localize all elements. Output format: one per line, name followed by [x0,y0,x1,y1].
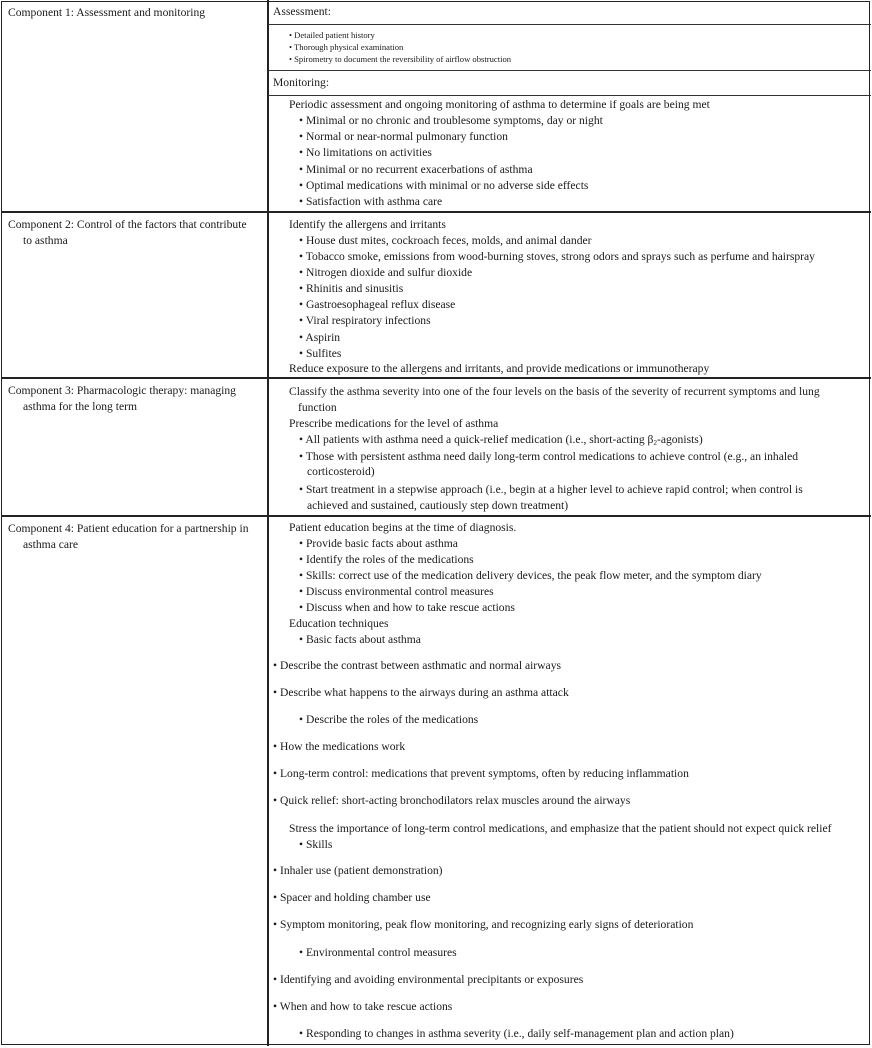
list-item: • Describe the contrast between asthmatic and normal airways [273,659,561,672]
list-item: • Thorough physical examination [289,42,404,52]
item-text: -agonists) [656,433,703,446]
component-title-line1: Component 3: Pharmacologic therapy: managing [8,384,236,397]
list-item: • Aspirin [299,331,341,344]
list-item: • How the medications work [273,740,406,753]
list-item: • Quick relief: short-acting bronchodilators relax muscles around the airways [273,794,631,807]
list-item: • Responding to changes in asthma severity (i.e., daily self-management plan and action plan) [299,1027,734,1040]
classify-line1: Classify the asthma severity into one of the four levels on the basis of the severity of recurrent symptoms and lung [289,385,820,398]
component-3-label [8,383,263,415]
list-item: • Skills: correct use of the medication delivery devices, the peak flow meter, and the symptom diary [299,569,762,582]
item-text: • All patients with asthma need a quick-relief medication (i.e., short-acting β [299,433,654,446]
list-item: • Identify the roles of the medications [299,553,474,566]
monitoring-intro: Periodic assessment and ongoing monitoring of asthma to determine if goals are being met [289,98,710,111]
list-item: • Optimal medications with minimal or no adverse side effects [299,179,589,192]
sub-divider [268,95,871,96]
list-item: • Viral respiratory infections [299,314,431,327]
subscript: 2 [653,439,657,447]
list-item: • Identifying and avoiding environmental precipitants or exposures [273,973,584,986]
list-item: • Detailed patient history [289,30,375,40]
column-divider [267,0,269,1046]
component-4-label [8,521,263,553]
row-divider [1,377,871,379]
component-title-line2: asthma for the long term [23,400,137,413]
row-intro: Patient education begins at the time of diagnosis. [289,521,517,534]
list-item: • Symptom monitoring, peak flow monitoring, and recognizing early signs of deterioration [273,918,694,931]
component-title-line1: Component 4: Patient education for a partnership in [8,522,249,535]
list-item: • Spirometry to document the reversibility of airflow obstruction [289,54,512,64]
component-title: Component 1: Assessment and monitoring [8,6,206,19]
list-item: • Rhinitis and sinusitis [299,282,404,295]
sub-divider [268,24,871,25]
list-item: • No limitations on activities [299,146,432,159]
list-item: • Discuss when and how to take rescue actions [299,601,515,614]
list-item: • Inhaler use (patient demonstration) [273,864,443,877]
row-divider [1,211,871,213]
list-item: • Provide basic facts about asthma [299,537,458,550]
list-item: • Minimal or no recurrent exacerbations of asthma [299,163,533,176]
list-item: • Long-term control: medications that prevent symptoms, often by reducing inflammation [273,767,689,780]
prescribe-text: Prescribe medications for the level of asthma [289,417,499,430]
component-title-line2: to asthma [23,234,68,247]
list-item: • Describe the roles of the medications [299,713,479,726]
list-item: • Gastroesophageal reflux disease [299,298,456,311]
list-item: • House dust mites, cockroach feces, molds, and animal dander [299,234,592,247]
monitoring-header: Monitoring: [273,76,330,89]
list-item: • Minimal or no chronic and troublesome symptoms, day or night [299,114,603,127]
list-item: • Satisfaction with asthma care [299,195,443,208]
component-title-line2: asthma care [23,538,79,551]
list-item: • Discuss environmental control measures [299,585,494,598]
list-item: • Spacer and holding chamber use [273,891,431,904]
list-item: • Sulfites [299,347,342,360]
list-item-cont: achieved and sustained, cautiously step down treatment) [307,499,569,512]
list-item [299,433,703,447]
assessment-header: Assessment: [273,5,331,18]
component-1-label [8,5,263,21]
list-item-cont: corticosteroid) [307,465,375,478]
list-item: • Basic facts about asthma [299,633,421,646]
list-item: • Tobacco smoke, emissions from wood-burning stoves, strong odors and sprays such as perfume and hairspray [299,250,815,263]
list-item: • Those with persistent asthma need daily long-term control medications to achieve control (e.g., an inhaled [299,450,799,463]
techniques-header: Education techniques [289,617,389,630]
list-item: • Environmental control measures [299,946,457,959]
list-item: • Normal or near-normal pulmonary function [299,130,508,143]
list-item: • Start treatment in a stepwise approach (i.e., begin at a higher level to achieve rapid control; when control is [299,483,803,496]
list-item: • When and how to take rescue actions [273,1000,453,1013]
classify-line2: function [298,401,337,414]
row-closing: Reduce exposure to the allergens and irritants, and provide medications or immunotherapy [289,362,710,375]
list-item: • Describe what happens to the airways during an asthma attack [273,686,569,699]
list-item: • Skills [299,838,333,851]
stress-text: Stress the importance of long-term control medications, and emphasize that the patient should not expect quick relief [289,822,832,835]
component-title-line1: Component 2: Control of the factors that contribute [8,218,247,231]
list-item: • Nitrogen dioxide and sulfur dioxide [299,266,473,279]
sub-divider [268,70,871,71]
row-divider [1,515,871,517]
component-2-label [8,217,263,249]
row-intro: Identify the allergens and irritants [289,218,446,231]
